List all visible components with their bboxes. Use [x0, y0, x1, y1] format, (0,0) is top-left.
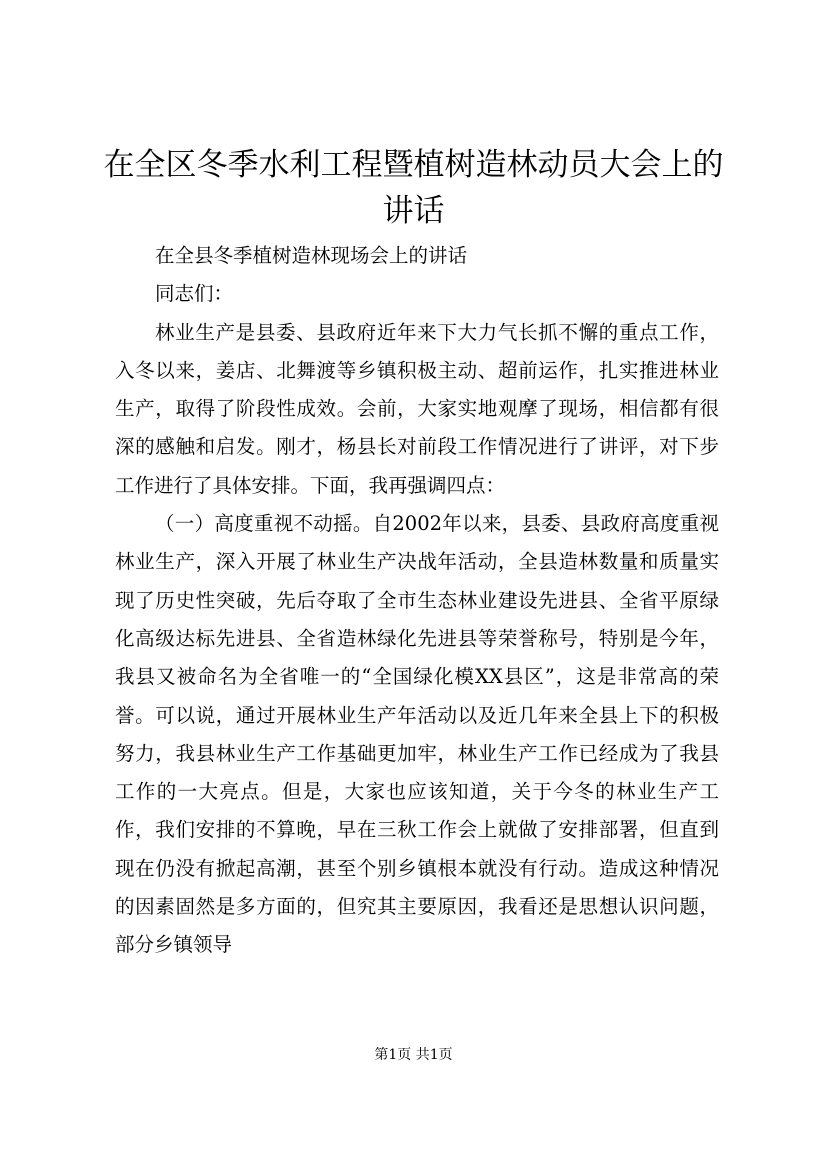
- document-subtitle: 在全县冬季植树造林现场会上的讲话: [155, 244, 468, 267]
- salutation: 同志们：: [155, 282, 234, 306]
- document-body: [115, 235, 719, 965]
- page-footer: 第1页 共1页: [374, 1047, 453, 1063]
- document-title: 在全区冬季水利工程暨植树造林动员大会上的讲话: [103, 147, 724, 229]
- body-paragraph: （一）高度重视不动摇。自2002年以来，县委、县政府高度重视林业生产，深入开展了林业生产决战年活动，全县造林数量和质量实现了历史性突破，先后夺取了全市生态林业建设先进县、全省平原绿化高级达标先进县、全省造林绿化先进县等荣誉称号，特别是今年，我县又被命名为全省唯一的“全国绿化模XX县区”，这是非常高的荣誉。可以说，通过开展林业生产年活动以及近几年来全县上下的积极努力，我县林业生产工作基础更加牢，林业生产工作已经成为了我县工作的一大亮点。但是，大家也应该知道，关于今冬的林业生产工作，我们安排的不算晚，早在三秋工作会上就做了安排部署，但直到现在仍没有掀起高潮，甚至个别乡镇根本就没有行动。造成这种情况的因素固然是多方面的，但究其主要原因，我看还是思想认识问题，部分乡镇领导: [115, 512, 719, 957]
- body-paragraph: 林业生产是县委、县政府近年来下大力气长抓不懈的重点工作，入冬以来，姜店、北舞渡等乡镇积极主动、超前运作，扎实推进林业生产，取得了阶段性成效。会前，大家实地观摩了现场，相信都有很深的感触和启发。刚才，杨县长对前段工作情况进行了讲评，对下步工作进行了具体安排。下面，我再强调四点：: [115, 320, 719, 497]
